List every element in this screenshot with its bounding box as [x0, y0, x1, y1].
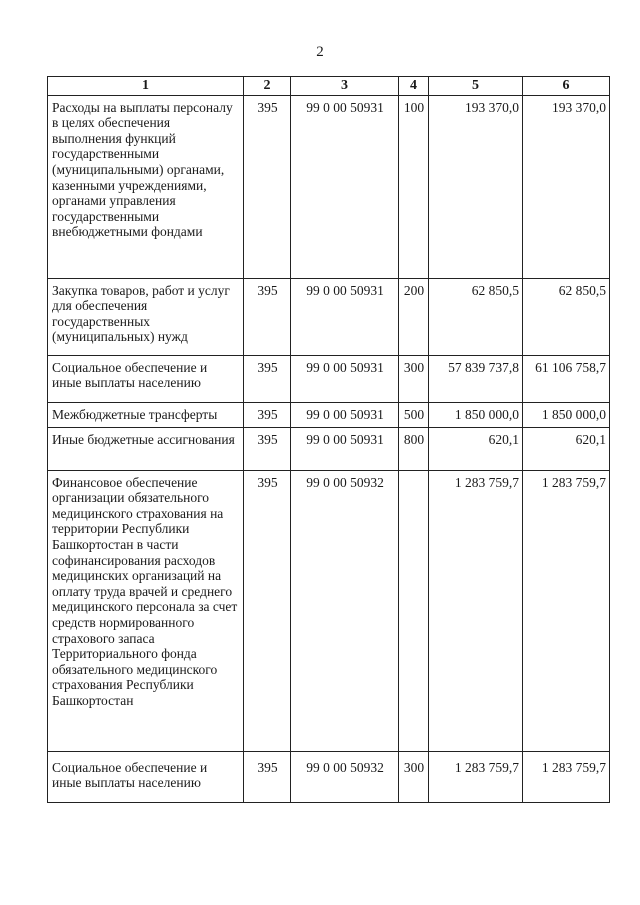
expense-type-cell — [399, 470, 429, 751]
section-cell: 395 — [244, 470, 291, 751]
expense-type-cell: 800 — [399, 427, 429, 470]
amount-col6-cell: 61 106 758,7 — [523, 355, 610, 402]
amount-col6-cell: 193 370,0 — [523, 95, 610, 278]
section-cell: 395 — [244, 95, 291, 278]
expense-name-cell: Социальное обеспечение и иные выплаты населению — [48, 355, 244, 402]
expense-name-cell: Расходы на выплаты персоналу в целях обеспечения выполнения функций государственными (муниципальными) органами, казенными учреждениями, органами управления государственными внебюджетными фондами — [48, 95, 244, 278]
amount-col5-cell: 57 839 737,8 — [429, 355, 523, 402]
expense-name-cell: Межбюджетные трансферты — [48, 402, 244, 427]
amount-col5-cell: 1 283 759,7 — [429, 470, 523, 751]
amount-col6-cell: 1 283 759,7 — [523, 751, 610, 802]
amount-col5-cell: 1 850 000,0 — [429, 402, 523, 427]
table-header-row — [48, 77, 610, 96]
amount-col5-cell: 193 370,0 — [429, 95, 523, 278]
amount-col5-cell: 1 283 759,7 — [429, 751, 523, 802]
table-row — [48, 751, 610, 802]
column-header: 6 — [523, 77, 610, 96]
expense-name-cell: Социальное обеспечение и иные выплаты населению — [48, 751, 244, 802]
target-code-cell: 99 0 00 50932 — [291, 751, 399, 802]
section-cell: 395 — [244, 278, 291, 355]
target-code-cell: 99 0 00 50931 — [291, 278, 399, 355]
expense-type-cell: 200 — [399, 278, 429, 355]
amount-col6-cell: 1 850 000,0 — [523, 402, 610, 427]
table-row — [48, 402, 610, 427]
table-row — [48, 470, 610, 751]
table-row — [48, 278, 610, 355]
amount-col6-cell: 620,1 — [523, 427, 610, 470]
column-header: 3 — [291, 77, 399, 96]
amount-col6-cell: 1 283 759,7 — [523, 470, 610, 751]
table-row — [48, 95, 610, 278]
amount-col5-cell: 620,1 — [429, 427, 523, 470]
amount-col6-cell: 62 850,5 — [523, 278, 610, 355]
target-code-cell: 99 0 00 50931 — [291, 427, 399, 470]
column-header: 2 — [244, 77, 291, 96]
column-header: 5 — [429, 77, 523, 96]
expense-name-cell: Финансовое обеспечение организации обязательного медицинского страхования на территории Республики Башкортостан в части софинансирования расходов медицинских организаций на оплату труда врачей и среднего медицинского персонала за счет средств нормированного страхового запаса Территориального фонда обязательного медицинского страхования Республики Башкортостан — [48, 470, 244, 751]
section-cell: 395 — [244, 751, 291, 802]
expense-name-cell: Закупка товаров, работ и услуг для обеспечения государственных (муниципальных) нужд — [48, 278, 244, 355]
table-row — [48, 355, 610, 402]
target-code-cell: 99 0 00 50931 — [291, 95, 399, 278]
section-cell: 395 — [244, 427, 291, 470]
target-code-cell: 99 0 00 50931 — [291, 355, 399, 402]
expense-type-cell: 100 — [399, 95, 429, 278]
expense-type-cell: 300 — [399, 355, 429, 402]
table-row — [48, 427, 610, 470]
column-header: 4 — [399, 77, 429, 96]
section-cell: 395 — [244, 402, 291, 427]
expense-type-cell: 500 — [399, 402, 429, 427]
target-code-cell: 99 0 00 50931 — [291, 402, 399, 427]
section-cell: 395 — [244, 355, 291, 402]
expense-name-cell: Иные бюджетные ассигнования — [48, 427, 244, 470]
column-header: 1 — [48, 77, 244, 96]
page-number: 2 — [316, 44, 324, 60]
budget-table — [47, 76, 610, 803]
target-code-cell: 99 0 00 50932 — [291, 470, 399, 751]
amount-col5-cell: 62 850,5 — [429, 278, 523, 355]
expense-type-cell: 300 — [399, 751, 429, 802]
